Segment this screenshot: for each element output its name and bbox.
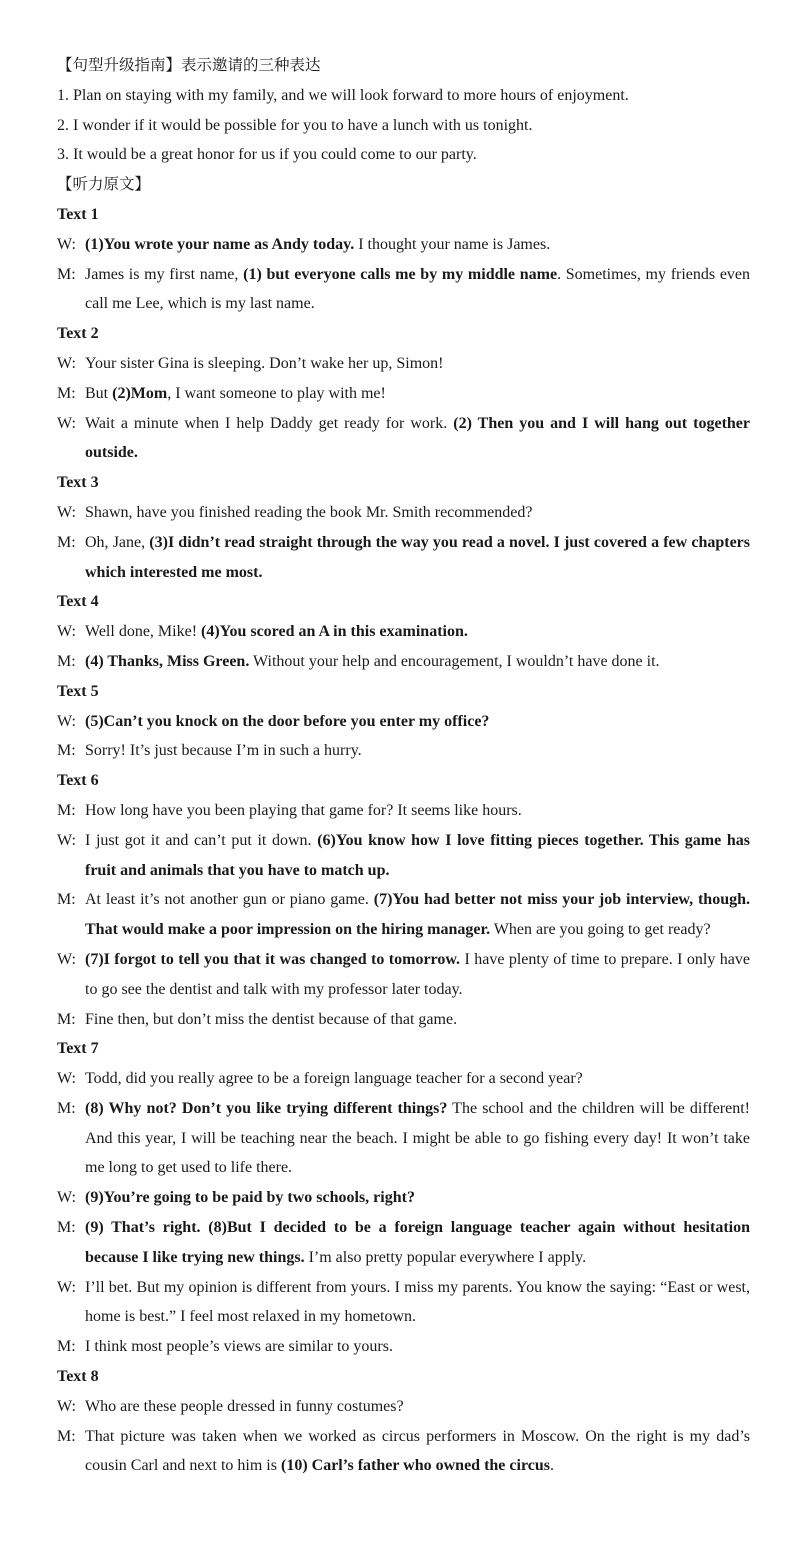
speaker-label: W: [57, 235, 76, 253]
dialogue-line [57, 945, 750, 1005]
dialogue-text: Wait a minute when I help Daddy get ready for work. [85, 414, 454, 432]
answer-highlight: (9) That’s right. (8)But I decided to be a foreign language teacher again without hesitation because I like trying new things. [85, 1219, 750, 1266]
dialogue-text: I’m also pretty popular everywhere I apply. [304, 1248, 587, 1266]
speaker-label: W: [57, 1278, 76, 1296]
dialogue-line [57, 260, 750, 320]
guide-item: 2. I wonder if it would be possible for you to have a lunch with us tonight. [57, 116, 533, 134]
text-title: Text 6 [57, 772, 99, 790]
dialogue-line [57, 647, 750, 677]
speaker-label: W: [57, 950, 76, 968]
dialogue-text: , I want someone to play with me! [167, 384, 386, 402]
speaker-label: W: [57, 1397, 76, 1415]
speaker-label: M: [57, 533, 76, 551]
text-title: Text 3 [57, 474, 99, 492]
answer-highlight: (1)You wrote your name as Andy today. [85, 235, 355, 253]
dialogue-line [57, 1273, 750, 1333]
answer-highlight: (10) Carl’s father who owned the circus [280, 1457, 550, 1475]
speaker-label: M: [57, 891, 76, 909]
dialogue-text: Well done, Mike! [85, 623, 202, 641]
dialogue-line [57, 1064, 750, 1094]
dialogue-text: I have plenty of time to prepare. I only have to go see the dentist and talk with my professor later today. [85, 950, 751, 998]
answer-highlight: (4) Thanks, Miss Green. [85, 652, 250, 670]
dialogue-line [57, 617, 750, 647]
speaker-label: W: [57, 414, 76, 432]
speaker-label: M: [57, 742, 76, 760]
speaker-label: M: [57, 265, 76, 283]
dialogue-text: That picture was taken when we worked as circus performers in Moscow. On the right is my dad’s cousin Carl and next to him is [85, 1427, 750, 1475]
speaker-label: M: [57, 1219, 76, 1237]
dialogue-line [57, 230, 750, 260]
transcript [57, 200, 750, 1481]
dialogue-line [57, 498, 750, 528]
text-title: Text 2 [57, 325, 99, 343]
dialogue-line [57, 1213, 750, 1273]
speaker-label: W: [57, 503, 76, 521]
speaker-label: W: [57, 623, 76, 641]
dialogue-text: Your sister Gina is sleeping. Don’t wake her up, Simon! [85, 354, 444, 372]
answer-highlight: (7)You had better not miss your job interview, though. That would make a poor impression on the hiring manager. [85, 891, 750, 939]
dialogue-text: . Sometimes, my friends even call me Lee, which is my last name. [85, 265, 751, 313]
dialogue-line [57, 1422, 750, 1482]
speaker-label: M: [57, 1099, 76, 1117]
speaker-label: M: [57, 801, 76, 819]
speaker-label: M: [57, 384, 76, 402]
answer-highlight: (2)Mom [112, 384, 168, 402]
dialogue-text: I just got it and can’t put it down. [85, 831, 318, 849]
dialogue-line [57, 528, 750, 588]
guide-item: 1. Plan on staying with my family, and we will look forward to more hours of enjoyment. [57, 86, 629, 104]
answer-highlight: (9)You’re going to be paid by two schools, right? [85, 1189, 415, 1207]
speaker-label: W: [57, 712, 76, 730]
text-title: Text 7 [57, 1040, 99, 1058]
dialogue-line [57, 826, 750, 886]
text-title: Text 5 [57, 682, 99, 700]
dialogue-text: Shawn, have you finished reading the book Mr. Smith recommended? [85, 503, 533, 521]
dialogue-text: Sorry! It’s just because I’m in such a hurry. [85, 742, 362, 760]
speaker-label: M: [57, 1338, 76, 1356]
dialogue-text: At least it’s not another gun or piano game. [85, 891, 374, 909]
dialogue-text: Todd, did you really agree to be a foreign language teacher for a second year? [85, 1070, 583, 1088]
dialogue-text: I thought your name is James. [354, 235, 551, 253]
dialogue-line [57, 379, 750, 409]
dialogue-line [57, 409, 750, 469]
dialogue-text: The school and the children will be different! And this year, I will be teaching near the beach. I might be able to go fishing every day! It won’t take me long to get used to life there. [85, 1099, 750, 1177]
speaker-label: W: [57, 354, 76, 372]
dialogue-line [57, 796, 750, 826]
dialogue-text: Fine then, but don’t miss the dentist because of that game. [85, 1010, 458, 1028]
dialogue-text: When are you going to get ready? [490, 921, 711, 939]
dialogue-line [57, 885, 750, 945]
dialogue-text: Oh, Jane, [85, 533, 150, 551]
dialogue-text: Who are these people dressed in funny costumes? [85, 1397, 404, 1415]
answer-highlight: (2) Then you and I will hang out together outside. [85, 414, 750, 462]
speaker-label: W: [57, 1189, 76, 1207]
dialogue-text: . [550, 1457, 554, 1475]
answer-highlight: (1) but everyone calls me by my middle name [243, 265, 558, 283]
speaker-label: W: [57, 1070, 76, 1088]
dialogue-text: I’ll bet. But my opinion is different from yours. I miss my parents. You know the saying: “East or west, home is best.” I feel most relaxed in my hometown. [85, 1278, 750, 1326]
dialogue-text: But [85, 384, 113, 402]
answer-highlight: (3)I didn’t read straight through the way you read a novel. I just covered a few chapters which interested me most. [85, 533, 751, 581]
speaker-label: M: [57, 652, 76, 670]
dialogue-line [57, 736, 750, 766]
speaker-label: W: [57, 831, 76, 849]
dialogue-line [57, 1332, 750, 1362]
answer-highlight: (4)You scored an A in this examination. [201, 623, 468, 641]
dialogue-line [57, 1392, 750, 1422]
dialogue-text: How long have you been playing that game for? It seems like hours. [85, 801, 522, 819]
dialogue-line [57, 1005, 750, 1035]
dialogue-text: I think most people’s views are similar to yours. [85, 1338, 393, 1356]
answer-highlight: (7)I forgot to tell you that it was changed to tomorrow. [85, 950, 461, 968]
transcript-heading: 【听力原文】 [57, 175, 151, 194]
guide-item: 3. It would be a great honor for us if you could come to our party. [57, 146, 477, 164]
speaker-label: M: [57, 1427, 76, 1445]
answer-highlight: (6)You know how I love fitting pieces together. This game has fruit and animals that you have to match up. [85, 831, 750, 879]
dialogue-line [57, 349, 750, 379]
dialogue-line [57, 1183, 750, 1213]
text-title: Text 8 [57, 1368, 99, 1386]
dialogue-line [57, 707, 750, 737]
text-title: Text 4 [57, 593, 99, 611]
speaker-label: M: [57, 1010, 76, 1028]
answer-highlight: (5)Can’t you knock on the door before you enter my office? [85, 712, 490, 730]
dialogue-text: James is my first name, [85, 265, 244, 283]
dialogue-line [57, 1094, 750, 1183]
text-title: Text 1 [57, 205, 99, 223]
answer-highlight: (8) Why not? Don’t you like trying different things? [85, 1099, 448, 1117]
dialogue-text: Without your help and encouragement, I wouldn’t have done it. [249, 652, 660, 670]
guide-heading: 【句型升级指南】表示邀请的三种表达 [57, 56, 321, 74]
